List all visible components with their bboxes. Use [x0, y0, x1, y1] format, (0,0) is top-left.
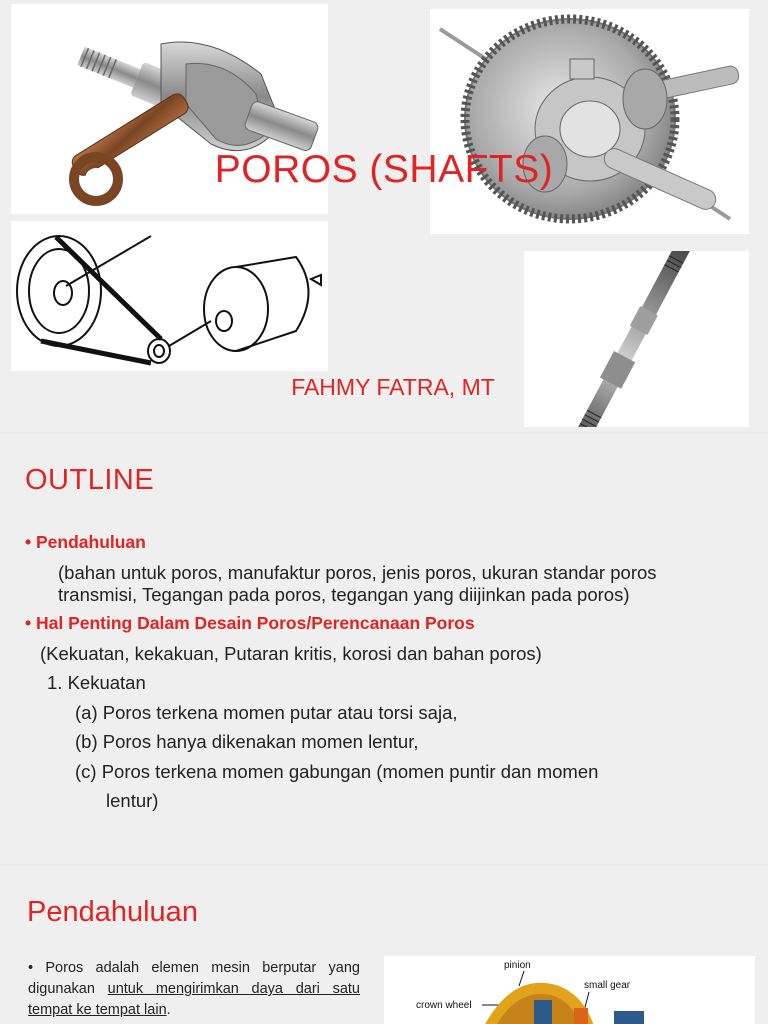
outline-text: (c) Poros terkena momen gabungan (momen puntir dan momen: [75, 761, 599, 782]
belt-drive-sketch: [11, 221, 328, 371]
differential-gear-image: [430, 9, 749, 234]
pendahuluan-heading: Pendahuluan: [27, 896, 198, 928]
slide-pendahuluan: [0, 866, 768, 1024]
outline-text: lentur): [106, 790, 159, 811]
label-pinion: pinion: [504, 960, 531, 971]
outline-text: 1. Kekuatan: [47, 672, 146, 693]
label-small-gear: small gear: [584, 980, 631, 991]
para-underlined: untuk mengirimkan daya dari satu tempat ke tempat lain: [28, 981, 360, 1018]
author-name: FAHMY FATRA, MT: [291, 374, 495, 400]
pendahuluan-paragraph: [28, 958, 360, 1021]
outline-heading: OUTLINE: [25, 464, 155, 496]
outline-text: transmisi, Tegangan pada poros, tegangan yang diijinkan pada poros): [58, 584, 630, 605]
slide-title-text: POROS (SHAFTS): [214, 148, 554, 191]
outline-text: (Kekuatan, kekakuan, Putaran kritis, korosi dan bahan poros): [40, 643, 542, 664]
slide-outline: [0, 434, 768, 864]
outline-bullet-pendahuluan: • Pendahuluan: [25, 532, 146, 552]
outline-bullet-desain: • Hal Penting Dalam Desain Poros/Perencanaan Poros: [25, 613, 475, 633]
outline-text: (a) Poros terkena momen putar atau torsi saja,: [75, 702, 458, 723]
outline-text: (b) Poros hanya dikenakan momen lentur,: [75, 731, 419, 752]
outline-text: (bahan untuk poros, manufaktur poros, jenis poros, ukuran standar poros: [58, 562, 657, 583]
para-end: .: [166, 1002, 171, 1018]
label-crown-wheel: crown wheel: [416, 1000, 472, 1011]
slide-title: [0, 0, 768, 432]
crown-wheel-diagram: [384, 956, 755, 1024]
para-text: • Poros adalah elemen mesin berputar yang digunakan: [28, 960, 360, 997]
